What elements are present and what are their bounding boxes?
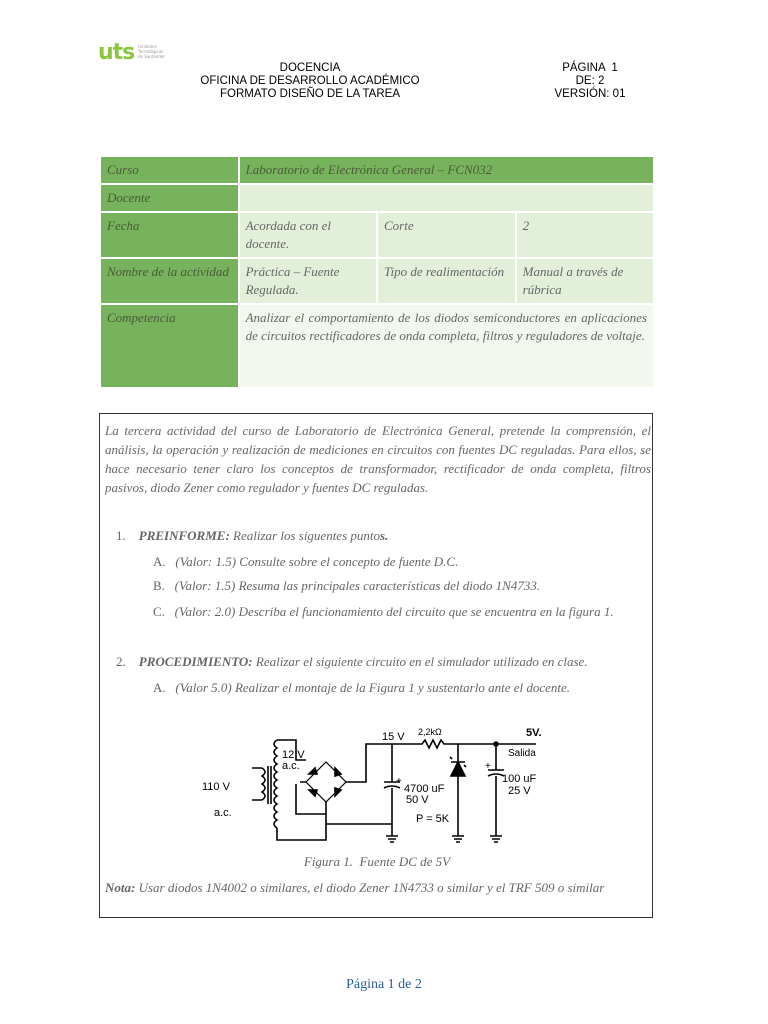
item-text: (Valor 5.0) Realizar el montaje de la Figura 1 y sustentarlo ante el docente. [175,680,571,695]
page-footer: Página 1 de 2 [346,977,422,992]
label-resistor: 2,2kΩ [418,727,442,737]
docente-value [239,184,654,212]
item-text: (Valor: 1.5) Resuma las principales características del diodo 1N4733. [174,578,541,593]
nombre-value: Práctica – Fuente Regulada. [239,258,377,304]
list-item [153,679,570,697]
item-text: (Valor: 1.5) Consulte sobre el concepto de fuente D.C. [175,554,459,569]
sec-mid-wire [296,784,326,814]
section-1-title: PREINFORME: [138,528,230,543]
section-2-number: 2. [116,654,126,669]
corte-label: Corte [377,212,516,258]
nota-line [105,880,655,896]
fecha-value: Acordada con el docente. [239,212,377,258]
curso-value: Laboratorio de Electrónica General – FCN032 [239,156,654,184]
label-cap2-a: 100 uF [502,773,537,785]
item-letter: A. [153,554,166,569]
corte-value: 2 [516,212,654,258]
label-ac-in: a.c. [214,807,232,819]
section-1-number: 1. [116,528,126,543]
label-15v: 15 V [382,731,405,743]
label-cap1-plus: + [396,776,402,787]
uts-logo [98,40,170,70]
circuit-labels [202,727,542,825]
header-of: DE: 2 [575,75,605,87]
label-5v: 5V. [526,727,542,739]
sec-bottom-wire [277,824,326,840]
tipo-value: Manual a través de rúbrica [516,258,654,304]
row-nombre [100,258,654,304]
section-2-title: PROCEDIMIENTO: [138,654,253,669]
list-item [153,603,614,621]
row-docente [100,184,654,212]
header-docencia: DOCENCIA [279,62,341,74]
label-cap2-b: 25 V [508,785,531,797]
header-page: PÁGINA 1 [562,62,618,74]
nota-label: Nota: [105,880,136,895]
item-letter: C. [153,604,165,619]
primary-winding [252,740,277,828]
section-2-text: Realizar el siguiente circuito en el simulador utilizado en clase. [255,654,588,669]
section-procedimiento [116,653,588,671]
competencia-value: Analizar el comportamiento de los diodos semiconductores en aplicaciones de circuitos rectificadores de onda completa, filtros y reguladores de voltaje. [239,304,654,388]
header-version: VERSIÓN: 01 [554,88,626,100]
circuit-diagram [196,724,556,846]
item-letter: B. [153,578,165,593]
nota-text: Usar diodos 1N4002 o similares, el diodo Zener 1N4733 o similar y el TRF 509 o similar [138,880,605,895]
section-1-text: Realizar los siguentes punto [233,528,380,543]
ground-symbol [386,824,398,842]
item-letter: A. [153,680,166,695]
label-power: P = 5K [416,813,450,825]
section-1-end: s. [380,528,389,543]
label-cap1-a: 4700 uF [404,783,445,795]
nombre-label: Nombre de la actividad [100,258,239,304]
header-right [530,62,650,101]
competencia-label: Competencia [100,304,239,388]
item-text: (Valor: 2.0) Describa el funcionamiento del circuito que se encuentra en la figura 1. [174,604,614,619]
docente-label: Docente [100,184,239,212]
header-oficina: OFICINA DE DESARROLLO ACADÉMICO [200,75,420,87]
tipo-label: Tipo de realimentación [377,258,516,304]
intro-paragraph: La tercera actividad del curso de Laboratorio de Electrónica General, pretende la comprensión, el análisis, la operación y realización de mediciones en circuitos con fuentes DC reguladas. Para ellos, se hace necesario tener claro los conceptos de transformador, rectificador de onda completa, filtros pasivos, diodo Zener como regulador y fuentes DC reguladas. [105,423,651,495]
figure-caption: Figura 1. Fuente DC de 5V [303,854,451,869]
bridge-rectifier [300,744,392,824]
header-formato: FORMATO DISEÑO DE LA TAREA [220,88,400,100]
label-salida: Salida [508,748,536,759]
logo-subtext: Unidades Tecnológicas de Santander [138,44,165,59]
label-vsec: 12 V [282,749,305,761]
ground-symbol [452,836,464,842]
ground-symbol [490,836,502,842]
list-item [153,553,458,571]
label-cap1-b: 50 V [406,794,429,806]
logo-text: uts [98,40,135,65]
label-vin: 110 V [202,781,230,793]
row-curso [100,156,654,184]
row-competencia [100,304,654,388]
label-cap2-plus: + [485,761,491,772]
header-center [190,62,430,101]
resistor-2k2 [392,740,536,748]
list-item [153,577,540,595]
info-table [99,155,655,389]
row-fecha [100,212,654,258]
zener-diode [450,744,466,836]
fecha-label: Fecha [100,212,239,258]
capacitor-100uf [488,744,504,836]
section-preinforme [116,527,388,545]
label-ac-sec: a.c. [282,760,300,772]
curso-label: Curso [100,156,239,184]
